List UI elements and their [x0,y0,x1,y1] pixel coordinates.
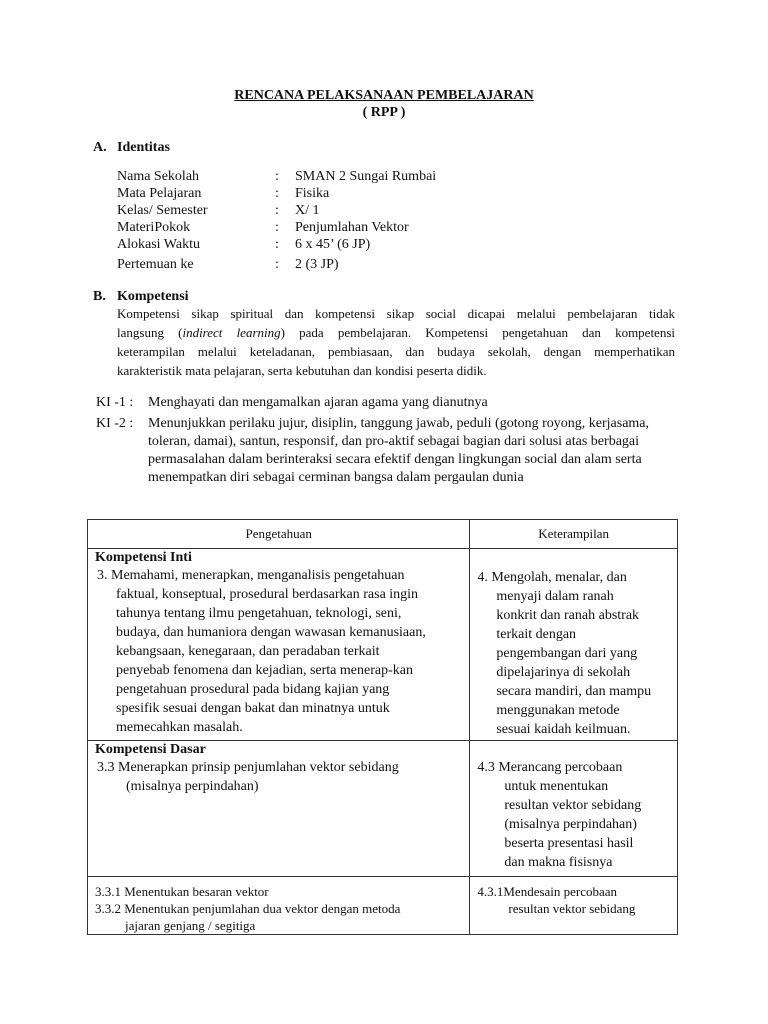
ki-left-line: faktual, konseptual, prosedural berdasarkan rasa ingin [116,587,419,602]
ki-left-line: penyebab fenomena dan kejadian, serta menerap-kan [116,663,413,678]
paragraph-italic-term: indirect learning [182,325,281,340]
paragraph-text: langsung ( [117,325,183,340]
table-row [88,741,678,877]
kd-right-line: 4.3 Merancang percobaan [477,760,623,775]
section-b-letter: B. [93,289,106,304]
indicator-left-line: 3.3.2 Menentukan penjumlahan dua vektor dengan metoda [95,901,401,916]
ki-left-line: budaya, dan humaniora dengan wawasan kemanusiaan, [116,625,426,640]
ki-right-line: menggunakan metode [496,703,620,718]
ki-code: KI -2 : [96,416,134,431]
kd-left-cell [88,741,470,877]
document-subtitle: ( RPP ) [362,105,406,120]
identitas-label: Kelas/ Semester [117,203,208,218]
ki-right-line: pengembangan dari yang [496,646,638,661]
kompetensi-paragraph [117,304,675,380]
identitas-value: X/ 1 [295,203,320,218]
paragraph-text: ) pada pembelajaran. Kompetensi pengetahuan dan kompetensi [280,325,676,340]
table-row [88,877,678,935]
identitas-colon: : [275,237,279,252]
ki-heading: Kompetensi Inti [95,550,192,565]
kd-right-line: resultan vektor sebidang [504,798,642,813]
table-row [88,549,678,741]
ki-left-cell [88,549,470,741]
ki-right-line: 4. Mengolah, menalar, dan [477,570,627,585]
identitas-colon: : [275,257,279,272]
header-keterampilan: Keterampilan [470,520,678,549]
identitas-label: Pertemuan ke [117,257,194,272]
identitas-value: Fisika [295,186,330,201]
identitas-colon: : [275,169,279,184]
indicator-left-line: jajaran genjang / segitiga [125,918,256,933]
ki-left-line: tahunya tentang ilmu pengetahuan, teknologi, seni, [116,606,402,621]
ki-right-line: terkait dengan [496,627,577,642]
ki-left-line: 3. Memahami, menerapkan, menganalisis pengetahuan [97,568,405,583]
kd-right-line: (misalnya perpindahan) [504,817,637,832]
ki-left-line: pengetahuan prosedural pada bidang kajian yang [116,682,390,697]
indicator-right-cell [470,877,678,935]
ki-left-line: memecahkan masalah. [116,720,243,735]
competency-table [87,519,678,935]
indicator-right-line: resultan vektor sebidang [508,901,636,916]
identitas-label: Alokasi Waktu [117,237,200,252]
ki-right-cell [470,549,678,741]
ki-text-line: Menghayati dan mengamalkan ajaran agama yang dianutnya [148,395,488,410]
ki-right-line: menyaji dalam ranah [496,589,614,604]
paragraph-line [117,323,675,342]
ki-left-line: kebangsaan, kenegaraan, dan peradaban terkait [116,644,380,659]
section-b-heading: Kompetensi [117,289,189,304]
kd-right-cell [470,741,678,877]
document-title: RENCANA PELAKSANAAN PEMBELAJARAN [234,88,534,103]
section-a-heading: Identitas [117,140,170,155]
paragraph-line: keterampilan melalui keteladanan, pembiasaan, dan budaya sekolah, dengan memperhatikan [117,344,675,359]
identitas-colon: : [275,203,279,218]
ki-right-line: konkrit dan ranah abstrak [496,608,640,623]
ki-left-line: spesifik sesuai dengan bakat dan minatnya untuk [116,701,390,716]
section-a-letter: A. [93,140,107,155]
identitas-value: Penjumlahan Vektor [295,220,409,235]
ki-code: KI -1 : [96,395,134,410]
ki-right-line: sesuai kaidah keilmuan. [496,722,631,737]
kd-left-line: (misalnya perpindahan) [126,779,259,794]
identitas-colon: : [275,186,279,201]
ki-text-line: toleran, damai), santun, responsif, dan pro-aktif sebagai bagian dari solusi atas berbagai [148,434,640,449]
ki-right-line: secara mandiri, dan mampu [496,684,652,699]
identitas-value: 2 (3 JP) [295,257,339,272]
ki-text-line: permasalahan dalam berinteraksi secara efektif dengan lingkungan social dan alam serta [148,452,642,467]
identitas-label: MateriPokok [117,220,191,235]
paragraph-line: karakteristik mata pelajaran, serta kebutuhan dan kondisi peserta didik. [117,363,487,378]
indicator-left-cell [88,877,470,935]
indicator-left-line: 3.3.1 Menentukan besaran vektor [95,884,269,899]
kd-right-line: beserta presentasi hasil [504,836,634,851]
identitas-value: SMAN 2 Sungai Rumbai [295,169,437,184]
kd-right-line: untuk menentukan [504,779,609,794]
kd-heading: Kompetensi Dasar [95,742,206,757]
ki-text-line: menempatkan diri sebagai cerminan bangsa dalam pergaulan dunia [148,470,524,485]
identitas-value: 6 x 45’ (6 JP) [295,237,371,252]
kd-left-line: 3.3 Menerapkan prinsip penjumlahan vektor sebidang [97,760,399,775]
identitas-label: Nama Sekolah [117,169,200,184]
identitas-colon: : [275,220,279,235]
paragraph-line: Kompetensi sikap spiritual dan kompetensi sikap social dicapai melalui pembelajaran tidak [117,306,675,321]
identitas-label: Mata Pelajaran [117,186,202,201]
kd-right-line: dan makna fisisnya [504,855,613,870]
header-pengetahuan: Pengetahuan [88,520,470,549]
indicator-right-line: 4.3.1Mendesain percobaan [477,884,618,899]
ki-right-line: dipelajarinya di sekolah [496,665,631,680]
ki-text-line: Menunjukkan perilaku jujur, disiplin, tanggung jawab, peduli (gotong royong, kerjasama, [148,416,650,431]
